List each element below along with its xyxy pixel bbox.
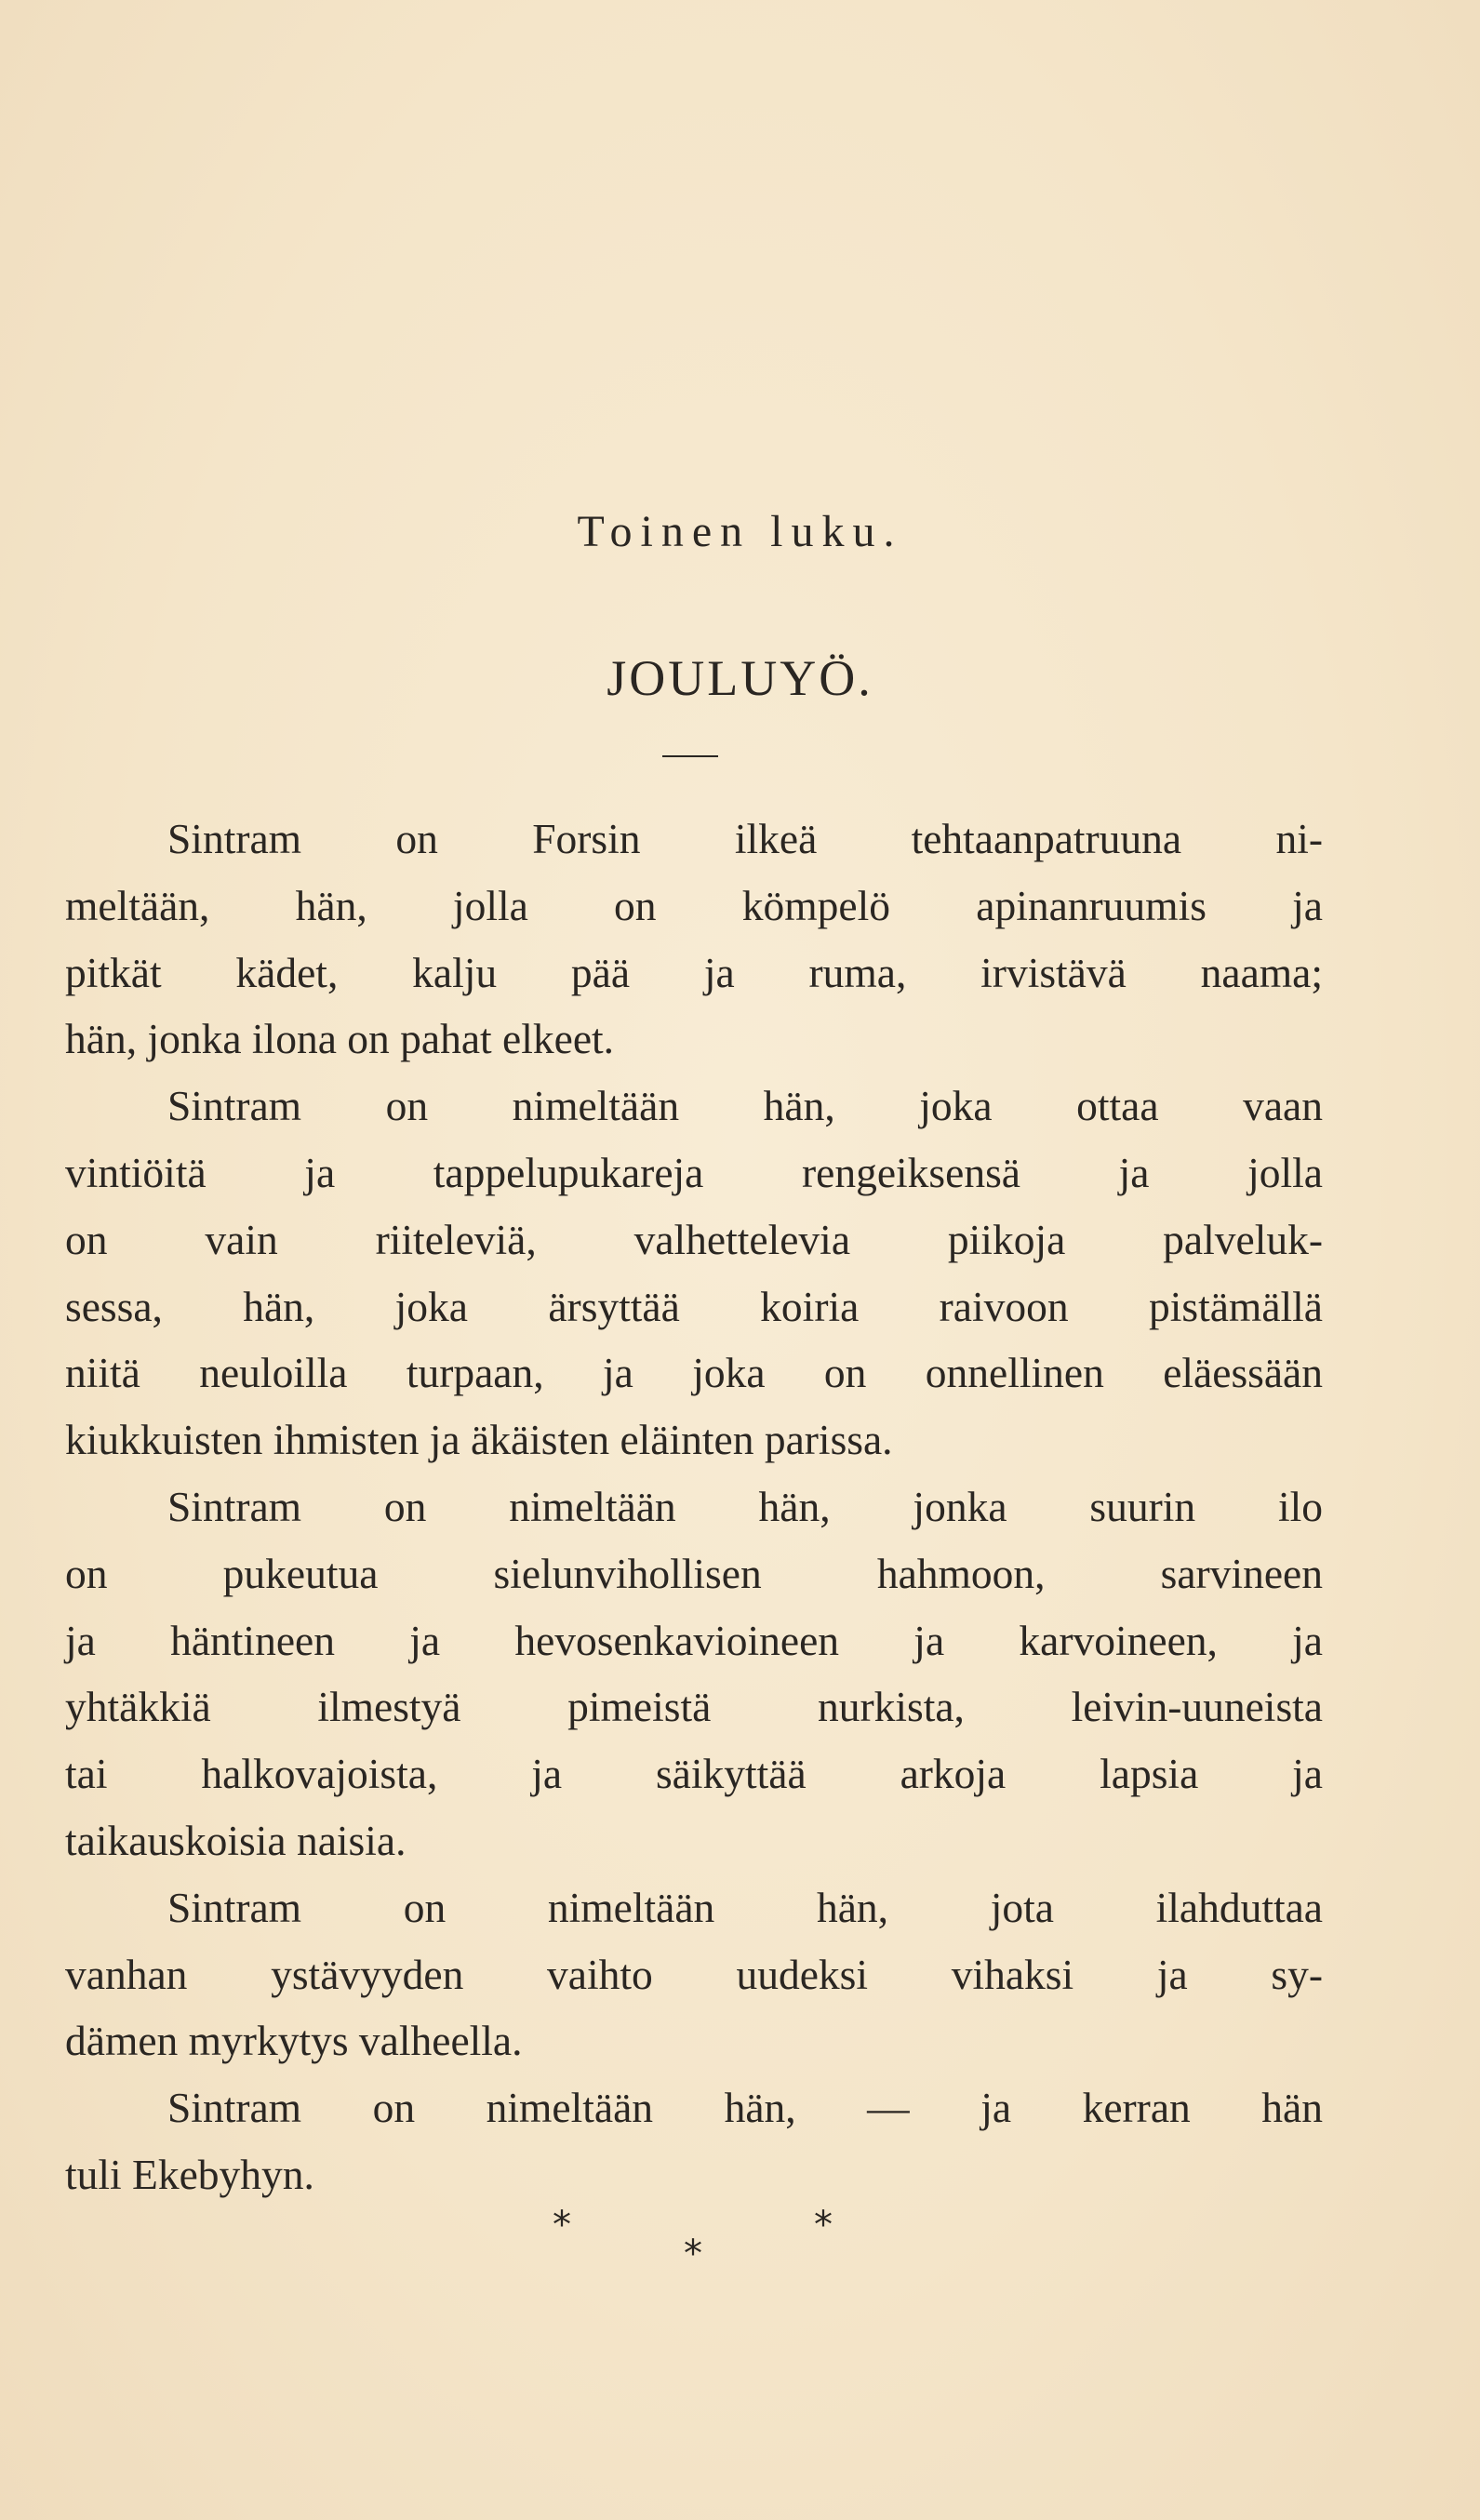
text-line: sessa, hän, joka ärsyttää koiria raivoon pistämällä [65,1282,1323,1330]
text-line: ja häntineen ja hevosenkavioineen ja karvoineen, ja [65,1616,1323,1664]
text-line: kiukkuisten ihmisten ja äkäisten eläinten parissa. [65,1416,893,1464]
asterisk: * [814,2204,833,2247]
text-line: meltään, hän, jolla on kömpelö apinanruumis ja [65,881,1323,929]
title-separator-rule [662,755,718,757]
asterisk: * [684,2233,702,2275]
text-line: taikauskoisia naisia. [65,1816,407,1864]
text-line: niitä neuloilla turpaan, ja joka on onnellinen eläessään [65,1349,1323,1397]
text-line: tai halkovajoista, ja säikyttää arkoja lapsia ja [65,1750,1323,1798]
text-line: Sintram on nimeltään hän, jota ilahduttaa [167,1883,1323,1931]
body-text [65,806,1323,2208]
text-line: vanhan ystävyyden vaihto uudeksi vihaksi ja sy- [65,1950,1323,1998]
text-line: on pukeutua sielunvihollisen hahmoon, sarvineen [65,1549,1323,1597]
text-line: Sintram on nimeltään hän, — ja kerran hän [167,2084,1323,2132]
asterisk: * [553,2204,571,2247]
chapter-heading: Toinen luku. [577,507,903,556]
text-line: vintiöitä ja tappelupukareja rengeiksensä ja jolla [65,1148,1323,1196]
text-line: on vain riiteleviä, valhettelevia piikoja palveluk- [65,1215,1323,1263]
text-line: hän, jonka ilona on pahat elkeet. [65,1015,615,1063]
text-line: pitkät kädet, kalju pää ja ruma, irvistävä naama; [65,948,1323,996]
text-line: yhtäkkiä ilmestyä pimeistä nurkista, leivin-uuneista [65,1683,1323,1731]
text-line: Sintram on Forsin ilkeä tehtaanpatruuna ni- [167,815,1323,862]
text-line: dämen myrkytys valheella. [65,2017,523,2065]
text-line: tuli Ekebyhyn. [65,2150,314,2198]
chapter-title: JOULUYÖ. [607,650,873,706]
text-line: Sintram on nimeltään hän, joka ottaa vaan [167,1082,1323,1130]
text-line: Sintram on nimeltään hän, jonka suurin ilo [167,1482,1323,1530]
